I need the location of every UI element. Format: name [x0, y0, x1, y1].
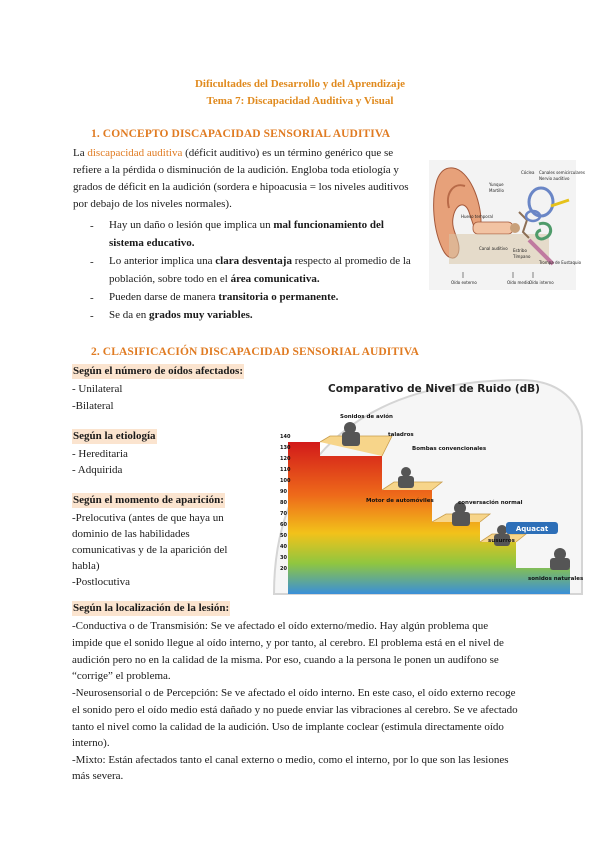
noise-label: Bombas convencionales [412, 446, 487, 452]
group3-item: dominio de las habilidades [72, 528, 190, 540]
ear-label: Oído medio [507, 280, 530, 285]
group2-title: Según la etiología [73, 430, 156, 442]
group4-line: impide que el sonido llegue al oído interno, y por tanto, al cerebro. El problema está en el nivel de [72, 637, 504, 649]
noise-label: Sonidos de avión [340, 414, 393, 420]
ear-label: Trompa de Eustaquio [539, 260, 582, 265]
ear-label: Yunque [489, 182, 504, 187]
noise-label: Motor de automóviles [366, 498, 434, 504]
group4-line: el sonido pero el oído medio está dañado y no puede enviar las vibraciones al cerebro. Se ve afectado [72, 704, 518, 716]
noise-level-image [270, 372, 582, 594]
noise-scale-tick: 30 [280, 555, 287, 561]
group4-line: -Conductiva o de Transmisión: Se ve afectado el oído externo/medio. Hay algún problema que [72, 620, 489, 632]
ear-label: Tímpano [513, 254, 531, 259]
group4-line: interno). [72, 737, 110, 749]
section1-heading: 1. CONCEPTO DISCAPACIDAD SENSORIAL AUDITIVA [91, 128, 391, 140]
ear-label: Hueso temporal [461, 214, 493, 219]
noise-scale-tick: 60 [280, 522, 287, 528]
bullet-1-line1: Hay un daño o lesión que implica un mal funcionamiento del [109, 219, 384, 231]
ear-label: Oído interno [529, 280, 554, 285]
ear-label: Nervio auditivo [539, 176, 570, 181]
group4-line: -Neurosensorial o de Percepción: Se ve afectado el oído interno. En este caso, el oído externo recoge [72, 687, 516, 699]
bullet-3: Pueden darse de manera transitoria o permanente. [109, 291, 339, 303]
group4-line: más severa. [72, 770, 124, 782]
noise-label: susurros [488, 538, 515, 544]
group1-item: -Bilateral [72, 400, 114, 412]
bullet-dash: - [90, 310, 94, 322]
group3-item: habla) [72, 560, 100, 572]
group3-item: comunicativas y de la aparición del [72, 544, 228, 556]
bullet-1-line2: sistema educativo. [109, 237, 195, 249]
section1-paragraph-line2: refiere a la pérdida o disminución de la audición. Engloba toda etiología y [73, 164, 399, 176]
noise-scale-tick: 20 [280, 566, 287, 572]
noise-scale-tick: 130 [280, 445, 291, 451]
ear-label: Cóclea [521, 170, 535, 175]
ear-label: Estribo [513, 248, 527, 253]
bullet-dash: - [90, 292, 94, 304]
group2-item: - Hereditaria [72, 448, 128, 460]
noise-chart-title: Comparativo de Nivel de Ruido (dB) [328, 383, 540, 395]
section2-heading: 2. CLASIFICACIÓN DISCAPACIDAD SENSORIAL AUDITIVA [91, 346, 420, 358]
section1-paragraph-line1: La discapacidad auditiva (déficit auditivo) es un término genérico que se [73, 147, 394, 159]
ear-label: Canales semicirculares [539, 170, 585, 175]
group1-title: Según el número de oídos afectados: [73, 365, 243, 377]
noise-scale-tick: 50 [280, 533, 287, 539]
noise-scale-tick: 80 [280, 500, 287, 506]
noise-scale-tick: 90 [280, 489, 287, 495]
group3-item: -Prelocutiva (antes de que haya un [72, 512, 224, 524]
group4-title: Según la localización de la lesión: [73, 602, 230, 614]
noise-scale-tick: 70 [280, 511, 287, 517]
noise-scale-tick: 100 [280, 478, 291, 484]
noise-label: conversación normal [458, 500, 523, 506]
noise-label-brand: Aquacat [515, 525, 549, 533]
group3-item: -Postlocutiva [72, 576, 131, 588]
bullet-4: Se da en grados muy variables. [109, 309, 253, 321]
group2-item: - Adquirida [72, 464, 123, 476]
noise-scale-tick: 120 [280, 456, 291, 462]
group4-line: -Mixto: Están afectados tanto el canal externo o medio, como el interno, por lo que son las lesiones [72, 754, 509, 766]
ear-label: Canal auditivo [479, 246, 508, 251]
ear-label: Martillo [489, 188, 504, 193]
noise-label: taladros [388, 432, 414, 438]
noise-scale-tick: 110 [280, 467, 291, 473]
section1-paragraph-line4: por debajo de los niveles normales). [73, 198, 232, 210]
noise-scale-tick: 40 [280, 544, 287, 550]
ear-anatomy-image [429, 160, 585, 290]
doc-subtitle: Tema 7: Discapacidad Auditiva y Visual [206, 95, 394, 107]
noise-label: sonidos naturales [528, 576, 584, 582]
bullet-2-line1: Lo anterior implica una clara desventaja respecto al promedio de la [109, 255, 411, 267]
group4-line: tanto el nivel como la calidad de la audición. Uso de implante coclear (estimula directamente oído [72, 721, 504, 733]
section1-paragraph-line3: grados de déficit en la audición (sordera e hipoacusia = los niveles auditivos [73, 181, 409, 193]
group4-line: “corrige” el problema. [72, 670, 171, 682]
group4-line: audición pero no en la calidad de la misma. Por eso, cuando a la persona le ponen un audífono se [72, 654, 499, 666]
ear-label: Oído externo [451, 280, 477, 285]
bullet-dash: - [90, 220, 94, 232]
group3-title: Según el momento de aparición: [73, 494, 224, 506]
bullet-2-line2: población, sobre todo en el área comunicativa. [109, 273, 320, 285]
bullet-dash: - [90, 256, 94, 268]
group1-item: - Unilateral [72, 383, 123, 395]
doc-title: Dificultades del Desarrollo y del Aprendizaje [194, 78, 406, 90]
noise-scale-tick: 140 [280, 434, 291, 440]
